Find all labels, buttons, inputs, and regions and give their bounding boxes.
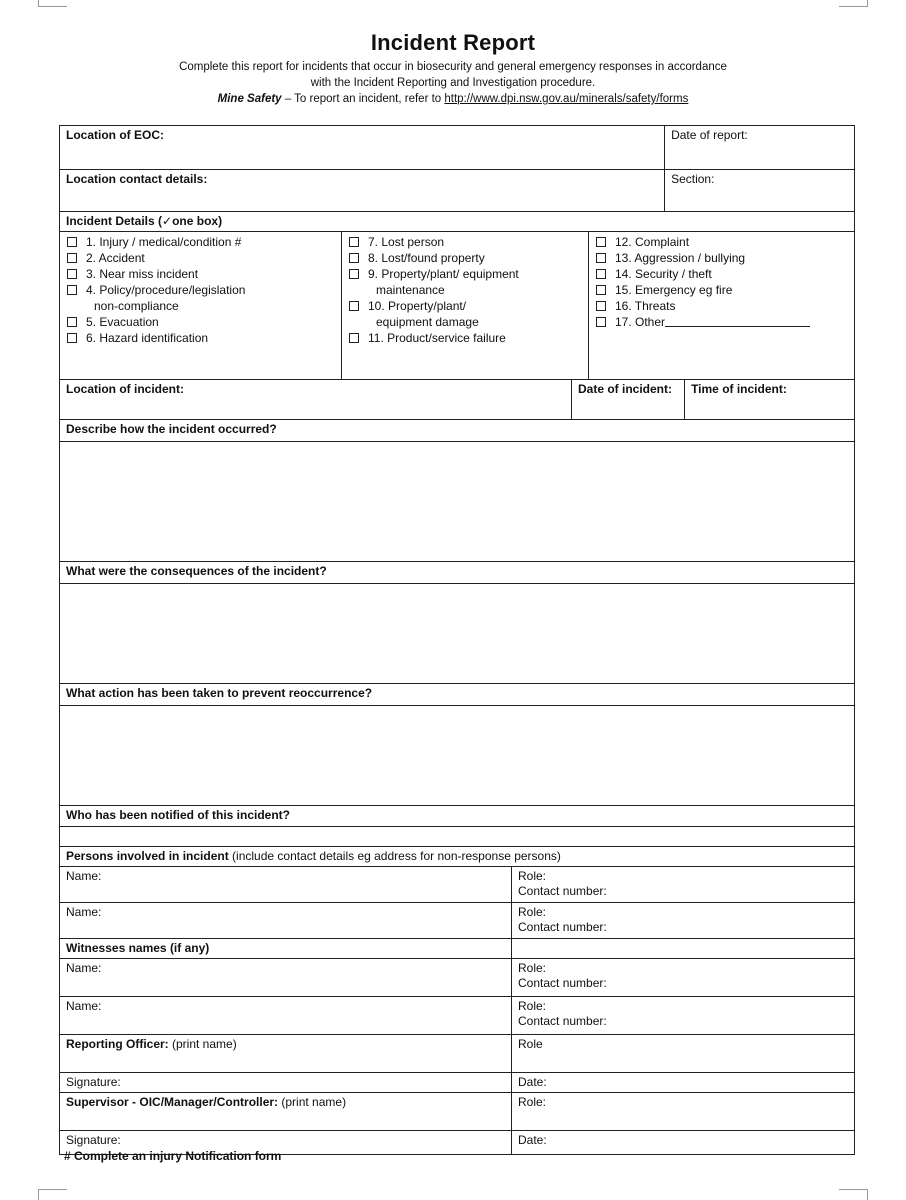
persons-heading	[60, 847, 855, 867]
witnesses-blank	[512, 939, 855, 959]
other-input-line[interactable]	[665, 314, 810, 327]
checkbox-item[interactable]: 3. Near miss incident	[66, 266, 335, 282]
checkbox-icon[interactable]	[596, 269, 606, 279]
checkbox-item[interactable]: 8. Lost/found property	[348, 250, 582, 266]
checkbox-icon[interactable]	[596, 301, 606, 311]
describe-heading: Describe how the incident occurred?	[60, 420, 855, 442]
checkbox-item-continued: non-compliance	[94, 299, 179, 313]
checkbox-item[interactable]: 11. Product/service failure	[348, 330, 582, 346]
checkbox-icon[interactable]	[67, 333, 77, 343]
checkbox-item[interactable]: 2. Accident	[66, 250, 335, 266]
checkbox-icon[interactable]	[596, 253, 606, 263]
person-name-field[interactable]: Name:	[60, 903, 512, 939]
incident-form	[59, 125, 855, 1155]
checkbox-item[interactable]: 15. Emergency eg fire	[595, 282, 848, 298]
describe-area[interactable]	[60, 442, 855, 562]
incident-types-col-2	[342, 232, 589, 380]
checkbox-item[interactable]: 12. Complaint	[595, 234, 848, 250]
checkbox-icon[interactable]	[67, 253, 77, 263]
intro-line-2: with the Incident Reporting and Investigation procedure.	[310, 77, 596, 89]
date-of-report-field[interactable]: Date of report:	[665, 126, 855, 170]
signature-field[interactable]: Signature:	[60, 1073, 512, 1093]
section-field[interactable]: Section:	[665, 170, 855, 212]
witness-role-contact[interactable]: Role: Contact number:	[512, 959, 855, 997]
date-field[interactable]: Date:	[512, 1073, 855, 1093]
checkbox-icon[interactable]	[349, 301, 359, 311]
witness-role-contact[interactable]: Role: Contact number:	[512, 997, 855, 1035]
checkbox-icon[interactable]	[67, 285, 77, 295]
reporting-officer-role[interactable]: Role	[512, 1035, 855, 1073]
incident-details-heading: Incident Details (✓one box)	[60, 212, 855, 232]
intro-text	[60, 59, 846, 107]
location-eoc-field[interactable]: Location of EOC:	[60, 126, 665, 170]
action-area[interactable]	[60, 706, 855, 806]
reporting-officer-field[interactable]: Reporting Officer: (print name)	[60, 1035, 512, 1073]
intro-line-3	[60, 91, 846, 107]
person-role-contact[interactable]: Role: Contact number:	[512, 867, 855, 903]
refer-text: – To report an incident, refer to	[281, 93, 445, 105]
checkbox-icon[interactable]	[349, 237, 359, 247]
person-name-field[interactable]: Name:	[60, 867, 512, 903]
page-title: Incident Report	[370, 30, 536, 55]
location-incident-field[interactable]: Location of incident:	[60, 380, 572, 420]
crop-mark	[38, 1189, 67, 1200]
checkbox-item[interactable]: 16. Threats	[595, 298, 848, 314]
action-heading: What action has been taken to prevent reoccurrence?	[60, 684, 855, 706]
intro-line-1: Complete this report for incidents that occur in biosecurity and general emergency responses in accordance	[179, 61, 727, 73]
incident-types-col-1	[60, 232, 342, 380]
crop-mark	[839, 1189, 868, 1200]
checkbox-item[interactable]: 4. Policy/procedure/legislation	[66, 282, 335, 298]
crop-mark	[839, 0, 868, 7]
checkbox-icon[interactable]	[349, 269, 359, 279]
checkbox-icon[interactable]	[596, 317, 606, 327]
consequences-area[interactable]	[60, 584, 855, 684]
witness-name-field[interactable]: Name:	[60, 997, 512, 1035]
witness-name-field[interactable]: Name:	[60, 959, 512, 997]
checkbox-icon[interactable]	[349, 333, 359, 343]
checkbox-item[interactable]: 5. Evacuation	[66, 314, 335, 330]
checkbox-icon[interactable]	[596, 285, 606, 295]
persons-note: (include contact details eg address for non-response persons)	[228, 849, 561, 863]
forms-link[interactable]: http://www.dpi.nsw.gov.au/minerals/safety/forms	[444, 93, 689, 105]
supervisor-signature-field[interactable]: Signature:	[60, 1131, 512, 1155]
supervisor-role[interactable]: Role:	[512, 1093, 855, 1131]
checkbox-icon[interactable]	[67, 317, 77, 327]
crop-mark	[38, 0, 67, 7]
incident-types-col-3	[589, 232, 855, 380]
witnesses-heading: Witnesses names (if any)	[60, 939, 512, 959]
checkbox-item-continued: equipment damage	[376, 315, 479, 329]
checkbox-item[interactable]: 17. Other	[595, 314, 848, 330]
checkbox-item-continued: maintenance	[376, 283, 445, 297]
footnote: # Complete an injury Notification form	[64, 1149, 282, 1163]
notified-area[interactable]	[60, 827, 855, 847]
consequences-heading: What were the consequences of the incident?	[60, 562, 855, 584]
checkbox-item[interactable]: 14. Security / theft	[595, 266, 848, 282]
supervisor-date-field[interactable]: Date:	[512, 1131, 855, 1155]
date-incident-field[interactable]: Date of incident:	[572, 380, 685, 420]
checkbox-item[interactable]: 9. Property/plant/ equipment	[348, 266, 582, 282]
checkbox-icon[interactable]	[67, 269, 77, 279]
notified-heading: Who has been notified of this incident?	[60, 806, 855, 827]
checkbox-item[interactable]: 1. Injury / medical/condition #	[66, 234, 335, 250]
person-role-contact[interactable]: Role: Contact number:	[512, 903, 855, 939]
checkbox-item[interactable]: 6. Hazard identification	[66, 330, 335, 346]
mine-safety-label: Mine Safety	[217, 93, 282, 105]
checkbox-icon[interactable]	[596, 237, 606, 247]
checkbox-item[interactable]: 13. Aggression / bullying	[595, 250, 848, 266]
persons-label: Persons involved in incident	[66, 849, 229, 863]
supervisor-field[interactable]: Supervisor - OIC/Manager/Controller: (print name)	[60, 1093, 512, 1131]
checkbox-item[interactable]: 10. Property/plant/	[348, 298, 582, 314]
checkbox-icon[interactable]	[67, 237, 77, 247]
location-contact-field[interactable]: Location contact details:	[60, 170, 665, 212]
checkbox-icon[interactable]	[349, 253, 359, 263]
time-incident-field[interactable]: Time of incident:	[685, 380, 855, 420]
checkbox-item[interactable]: 7. Lost person	[348, 234, 582, 250]
